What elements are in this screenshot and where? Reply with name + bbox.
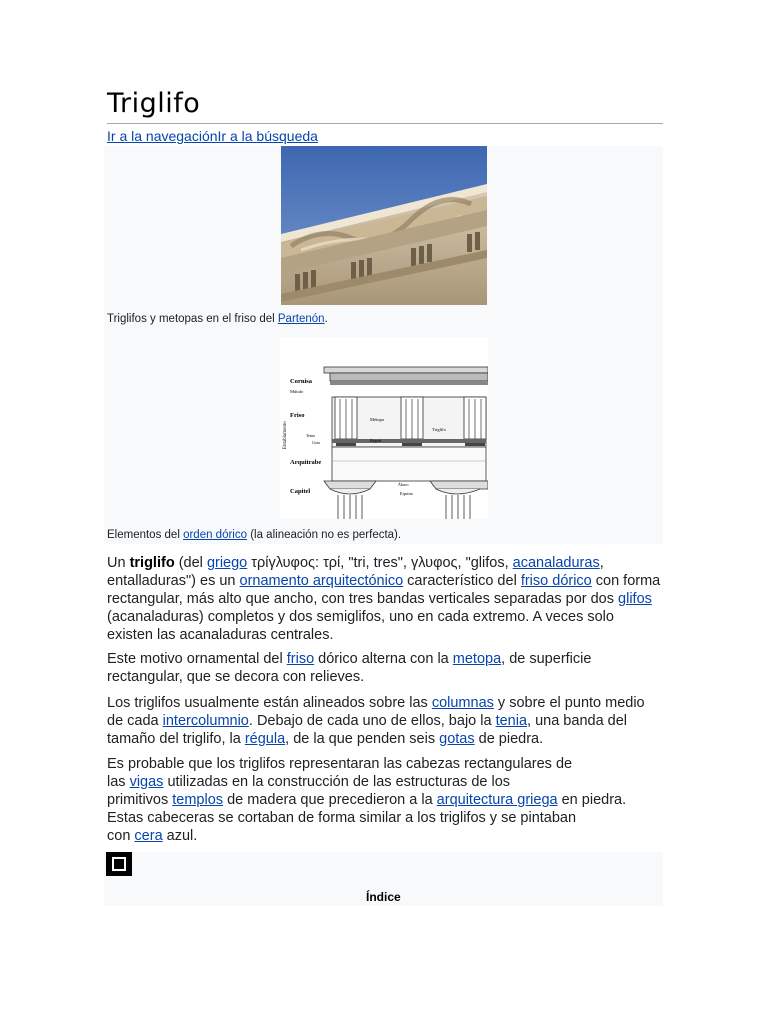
diagram-label-arquitrabe: Arquitrabe — [290, 459, 322, 466]
link-vigas[interactable]: vigas — [129, 774, 164, 790]
paragraph-definition: Un triglifo (del griego τρίγλυφος: τρί, "tri, tres", γλυφος, "glifos, acanaladuras, entalladuras") es un ornamento arquitectónico característico del friso dórico con forma rectangular, más alto que ancho, con tres bandas verticales separadas por dos glifos (acanaladuras) completos y dos semiglifos, uno en cada extremo. A veces solo existen las acanaladuras centrales. — [107, 555, 661, 643]
parthenon-link[interactable]: Partenón — [277, 313, 325, 325]
caption-text: (la alineación no es perfecta). — [247, 529, 402, 541]
diagram-label-capitel: Capitel — [290, 488, 311, 495]
paragraph-alignment: Los triglifos usualmente están alineados sobre las columnas y sobre el punto medio de cada intercolumnio. Debajo de cada uno de ellos, bajo la tenia, una banda del tamaño del triglifo, la régula, de la que penden seis gotas de piedra. — [107, 695, 645, 747]
diagram-label-tenia: Tenia — [306, 433, 315, 438]
diagram-label-abaco: Ábaco — [398, 482, 409, 487]
figure-caption-2 — [107, 529, 401, 541]
diagram-label-gota: Gota — [312, 440, 320, 445]
link-friso[interactable]: friso — [286, 651, 315, 667]
link-acanaladuras[interactable]: acanaladuras — [512, 555, 600, 571]
link-arquitectura-griega[interactable]: arquitectura griega — [436, 792, 558, 808]
skip-to-navigation-link[interactable]: Ir a la navegación — [107, 128, 218, 144]
skip-links — [107, 128, 318, 144]
link-columnas[interactable]: columnas — [431, 695, 494, 711]
page-title: Triglifo — [107, 88, 201, 119]
paragraph-ornamental: Este motivo ornamental del friso dórico alterna con la metopa, de superficie rectangular, que se decora con relieves. — [107, 651, 592, 685]
diagram-label-cornisa: Cornisa — [290, 378, 313, 385]
link-tenia[interactable]: tenia — [495, 713, 528, 729]
diagram-label-metopa: Métopa — [370, 417, 384, 422]
term-bold: triglifo — [129, 555, 175, 571]
toc-toggle-checkbox[interactable] — [106, 852, 132, 876]
doric-order-link[interactable]: orden dórico — [183, 529, 248, 541]
link-cera[interactable]: cera — [134, 828, 163, 844]
doric-order-diagram[interactable] — [280, 337, 488, 519]
link-ornamento-arquitectonico[interactable]: ornamento arquitectónico — [239, 573, 404, 589]
figure-caption-1 — [107, 313, 328, 325]
skip-to-search-link[interactable]: Ir a la búsqueda — [217, 128, 318, 144]
diagram-label-regula: Régula — [370, 438, 382, 443]
caption-text: Triglifos y metopas en el friso del — [107, 313, 278, 325]
caption-text: Elementos del — [107, 529, 184, 541]
toc-title: Índice — [366, 890, 401, 904]
link-griego[interactable]: griego — [206, 555, 248, 571]
link-templos[interactable]: templos — [172, 792, 224, 808]
diagram-label-triglifo: Triglifo — [432, 427, 446, 432]
parthenon-frieze-photo[interactable] — [281, 146, 487, 305]
diagram-label-friso: Friso — [290, 412, 305, 419]
link-friso-dorico[interactable]: friso dórico — [520, 573, 592, 589]
checkbox-icon — [112, 857, 126, 871]
link-intercolumnio[interactable]: intercolumnio — [162, 713, 249, 729]
diagram-label-equino: Equino — [400, 491, 413, 496]
link-glifos[interactable]: glifos — [618, 591, 652, 607]
title-divider — [107, 123, 663, 124]
paragraph-origin: Es probable que los triglifos representaran las cabezas rectangulares de las vigas utilizadas en la construcción de las estructuras de los primitivos templos de madera que precedieron a la arquitectura griega en piedra. Estas cabeceras se cortaban de forma similar a los triglifos y se pintaban con cera azul. — [107, 756, 627, 844]
link-metopa[interactable]: metopa — [452, 651, 502, 667]
link-gotas[interactable]: gotas — [439, 731, 475, 747]
diagram-label-mutulo: Mútulo — [290, 389, 304, 394]
link-regula[interactable]: régula — [244, 731, 286, 747]
diagram-label-entablamento: Entablamento — [283, 421, 288, 449]
caption-text: . — [324, 313, 328, 325]
